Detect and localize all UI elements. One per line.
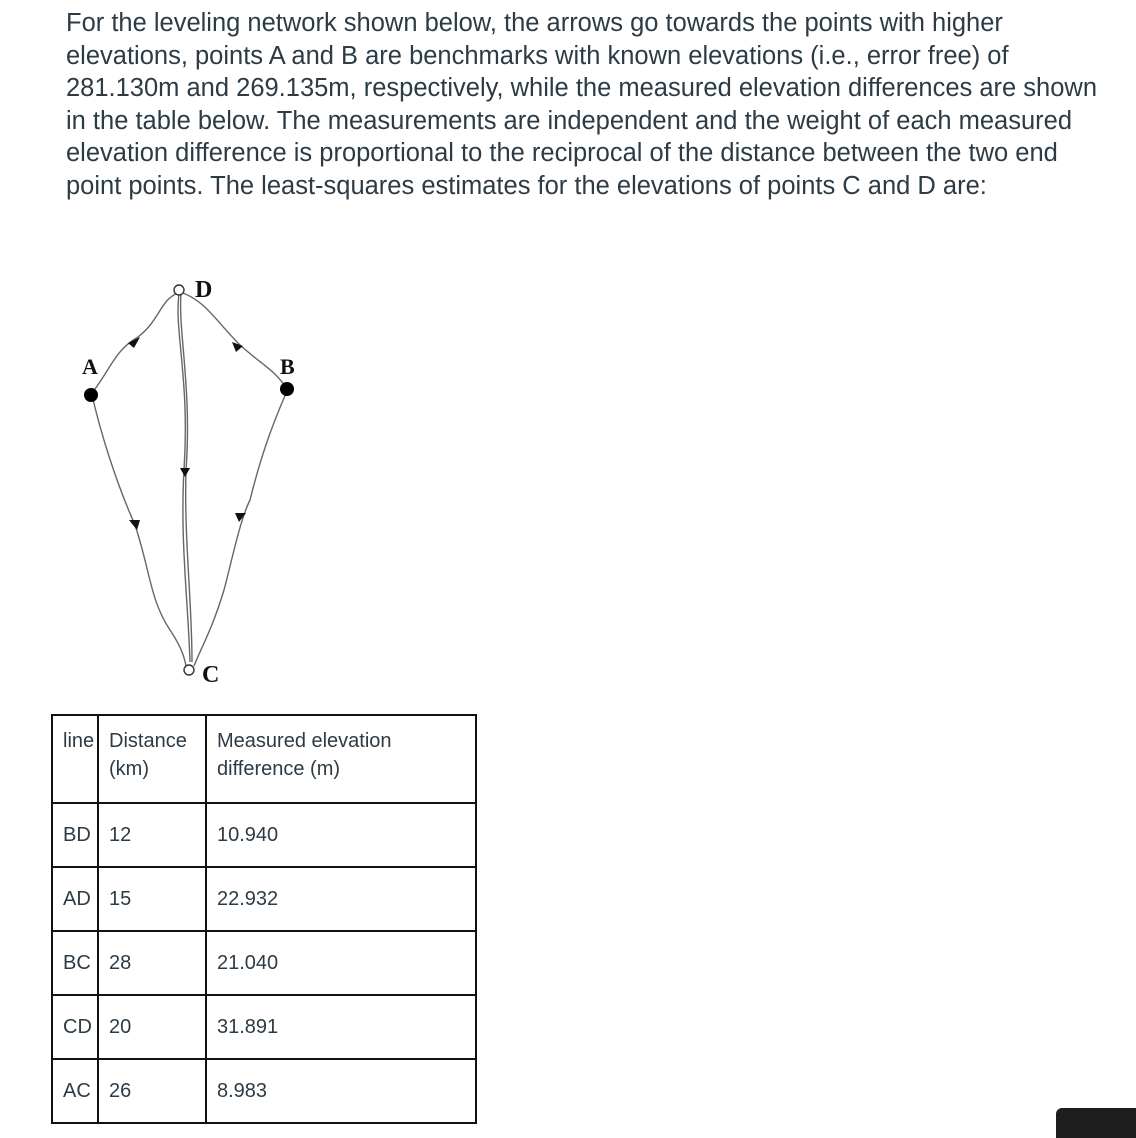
cell-line: BC: [52, 931, 98, 995]
table-row: [52, 995, 476, 1059]
line-ac: [92, 395, 186, 666]
line-cd: [178, 294, 190, 662]
corner-widget[interactable]: [1056, 1108, 1136, 1138]
cell-difference: 10.940: [206, 803, 476, 867]
cell-difference: 8.983: [206, 1059, 476, 1123]
measurements-table: [51, 714, 477, 1124]
cell-line: AC: [52, 1059, 98, 1123]
header-line: line: [52, 715, 98, 803]
label-d: D: [195, 277, 213, 303]
table-row: [52, 867, 476, 931]
cell-difference: 31.891: [206, 995, 476, 1059]
cell-line: AD: [52, 867, 98, 931]
cell-distance: 28: [98, 931, 206, 995]
cell-difference: 21.040: [206, 931, 476, 995]
cell-distance: 20: [98, 995, 206, 1059]
table-row: [52, 1059, 476, 1123]
question-text: For the leveling network shown below, the arrows go towards the points with higher elevations, points A and B are benchmarks with known elevations (i.e., error free) of 281.130m and 269.135m, respectively, while the measured elevation differences are shown in the table below. The measurements are independent and the weight of each measured elevation difference is proportional to the reciprocal of the distance between the two end point points. The least-squares estimates for the elevations of points C and D are:: [66, 9, 1098, 200]
cell-line: CD: [52, 995, 98, 1059]
point-b: [280, 382, 294, 396]
header-difference: Measured elevation difference (m): [206, 715, 476, 803]
point-d: [174, 285, 184, 295]
arrow-bc: [235, 513, 246, 522]
header-distance: Distance (km): [98, 715, 206, 803]
label-b: B: [280, 354, 295, 379]
cell-distance: 12: [98, 803, 206, 867]
point-c: [184, 665, 194, 675]
arrow-bd: [232, 342, 243, 352]
line-bd: [180, 292, 287, 389]
arrow-cd: [180, 468, 190, 477]
cell-distance: 26: [98, 1059, 206, 1123]
table-row: [52, 803, 476, 867]
table-header-row: [52, 715, 476, 803]
label-a: A: [82, 354, 98, 379]
label-c: C: [202, 662, 220, 688]
arrow-ac: [129, 520, 140, 530]
leveling-network-diagram: [0, 250, 520, 700]
cell-distance: 15: [98, 867, 206, 931]
line-bc: [194, 391, 287, 666]
point-a: [84, 388, 98, 402]
cell-line: BD: [52, 803, 98, 867]
cell-difference: 22.932: [206, 867, 476, 931]
table-row: [52, 931, 476, 995]
line-cd-2: [181, 294, 192, 662]
